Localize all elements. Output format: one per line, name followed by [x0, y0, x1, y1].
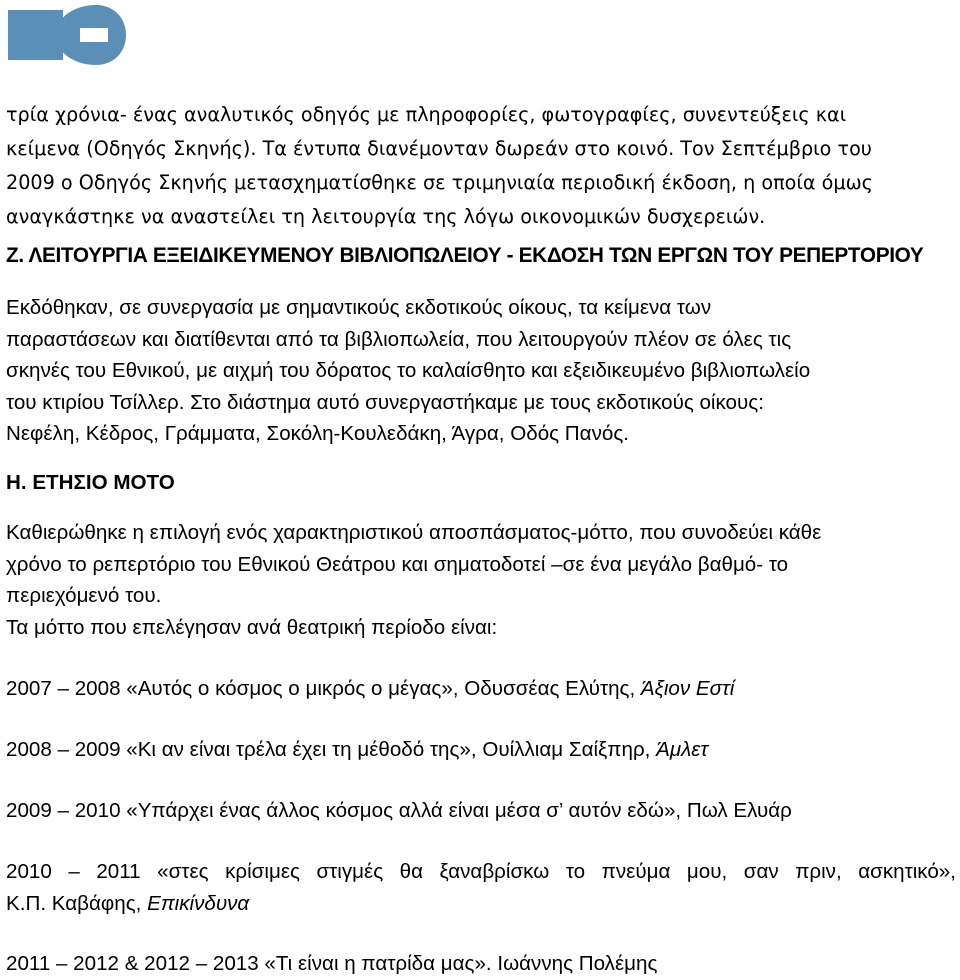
motto-text: 2007 – 2008 «Αυτός ο κόσμος ο μικρός ο μέγας», Οδυσσέας Ελύτης, — [6, 677, 641, 700]
section-z-paragraph — [6, 292, 956, 450]
motto-item — [6, 856, 956, 919]
motto-text: 2008 – 2009 «Κι αν είναι τρέλα έχει τη μέθοδό της», Ουίλλιαμ Σαίξπηρ, — [6, 738, 657, 761]
institution-logo — [8, 4, 126, 66]
motto-item — [6, 673, 956, 705]
motto-item — [6, 734, 956, 766]
section-h-paragraph — [6, 517, 956, 643]
logo-right-shape — [56, 5, 126, 65]
text-line: σκηνές του Εθνικού, με αιχμή του δόρατος το καλαίσθητο και εξειδικευμένο βιβλιοπωλείο — [6, 359, 811, 382]
motto-text: 2011 – 2012 & 2012 – 2013 «Τι είναι η πατρίδα μας». Ιωάννης Πολέμης — [6, 952, 658, 975]
text-line: Νεφέλη, Κέδρος, Γράμματα, Σοκόλη-Κουλεδάκη, Άγρα, Οδός Πανός. — [6, 422, 629, 445]
text-line: τρία χρόνια- ένας αναλυτικός οδηγός με πληροφορίες, φωτογραφίες, συνεντεύξεις και — [6, 103, 847, 126]
motto-work: Άμλετ — [656, 738, 709, 761]
text-line: αναγκάστηκε να αναστείλει τη λειτουργία της λόγω οικονομικών δυσχερειών. — [6, 205, 766, 228]
intro-paragraph — [6, 98, 956, 234]
text-line: του κτιρίου Τσίλλερ. Στο διάστημα αυτό συνεργαστήκαμε με τους εκδοτικούς οίκους: — [6, 390, 764, 414]
motto-work: Άξιον Εστί — [640, 677, 735, 700]
text-line: χρόνο το ρεπερτόριο του Εθνικού Θεάτρου και σηματοδοτεί –σε ένα μεγάλο βαθμό- το — [6, 552, 789, 576]
section-h-heading: Η. ΕΤΗΣΙΟ ΜΟΤΟ — [6, 471, 175, 494]
motto-work: Επικίνδυνα — [147, 891, 250, 915]
motto-text: 2010 – 2011 «στες κρίσιμες στιγμές θα ξαναβρίσκω το πνεύμα μου, σαν πριν, ασκητικό», — [6, 860, 956, 883]
text-line: Εκδόθηκαν, σε συνεργασία με σημαντικούς εκδοτικούς οίκους, τα κείμενα των — [6, 296, 712, 319]
motto-text: 2009 – 2010 «Υπάρχει ένας άλλος κόσμος αλλά είναι μέσα σ’ αυτόν εδώ», Πωλ Ελυάρ — [6, 799, 792, 822]
logo-left-block — [8, 10, 63, 60]
section-z-heading: Ζ. ΛΕΙΤΟΥΡΓΙΑ ΕΞΕΙΔΙΚΕΥΜΕΝΟΥ ΒΙΒΛΙΟΠΩΛΕΙΟΥ - ΕΚΔΟΣΗ ΤΩΝ ΕΡΓΩΝ ΤΟΥ ΡΕΠΕΡΤΟΡΙΟΥ — [6, 244, 924, 267]
motto-attribution — [6, 888, 956, 920]
text-line: κείμενα (Οδηγός Σκηνής). Τα έντυπα διανέμονταν δωρεάν στο κοινό. Τον Σεπτέμβριο του — [6, 137, 872, 160]
text-line: παραστάσεων και διατίθενται από τα βιβλιοπωλεία, που λειτουργούν πλέον σε όλες τις — [6, 327, 792, 351]
text-line: Τα μόττο που επελέγησαν ανά θεατρική περίοδο είναι: — [6, 615, 498, 639]
motto-item — [6, 795, 956, 827]
motto-item — [6, 948, 956, 980]
text-line: Καθιερώθηκε η επιλογή ενός χαρακτηριστικού αποσπάσματος-μόττο, που συνοδεύει κάθε — [6, 521, 822, 544]
motto-author: Κ.Π. Καβάφης, — [6, 891, 148, 915]
text-line: περιεχόμενό του. — [6, 584, 162, 607]
text-line: 2009 ο Οδηγός Σκηνής μετασχηματίσθηκε σε τριμηνιαία περιοδική έκδοση, η οποία όμως — [6, 171, 873, 194]
